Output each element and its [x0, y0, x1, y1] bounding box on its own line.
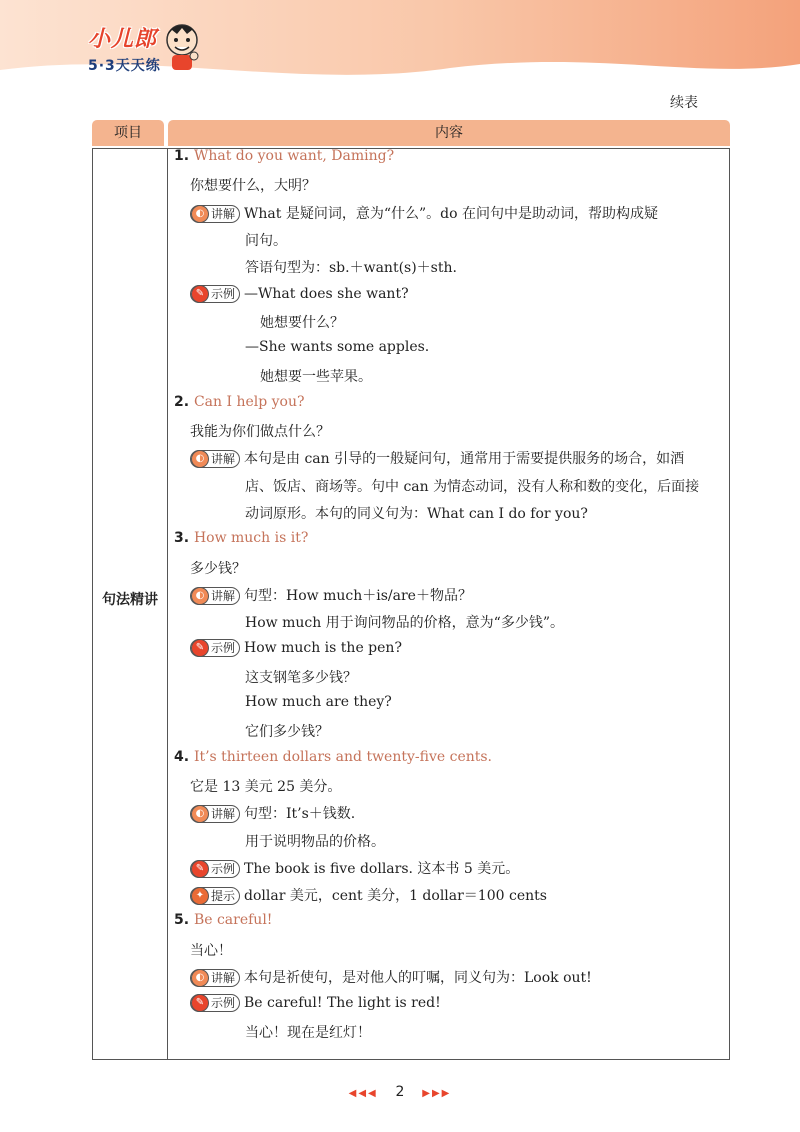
- tag-label: 讲解: [211, 206, 236, 221]
- question-text: It’s thirteen dollars and twenty-five cents.: [193, 748, 493, 765]
- tag-text: 本句是祈使句，是对他人的叮嘱，同义句为：Look out!: [244, 970, 592, 986]
- content-line: 你想要什么，大明？: [190, 178, 316, 195]
- example-icon: ✎: [191, 994, 209, 1012]
- example-tag: [190, 285, 240, 303]
- content-line: 动词原形。本句的同义句为：What can I do for you?: [245, 505, 588, 522]
- next-arrows-icon: ▶▶▶: [422, 1088, 452, 1099]
- tag-text: The book is five dollars. 这本书 5 美元。: [244, 860, 520, 877]
- explain-icon: ◐: [191, 205, 209, 223]
- example-icon: ✎: [191, 639, 209, 657]
- continued-label: 续表: [670, 95, 698, 111]
- question-number: 3.: [174, 530, 194, 547]
- column-header-item: 项目: [92, 120, 164, 146]
- question-text: How much is it?: [193, 530, 309, 547]
- content-line: [190, 639, 402, 657]
- content-line: [190, 448, 684, 468]
- content-line: [190, 858, 519, 878]
- tag-text: What 是疑问词，意为“什么”。do 在问句中是助动词，帮助构成疑: [244, 205, 658, 222]
- row-label: 句法精讲: [102, 592, 158, 608]
- content-line: 答语句型为：sb.＋want(s)＋sth.: [245, 260, 457, 277]
- content-line: [190, 203, 658, 223]
- example-icon: ✎: [191, 860, 209, 878]
- question-line: [174, 912, 272, 928]
- tag-label: 提示: [211, 889, 236, 904]
- explain-icon: ◐: [191, 450, 209, 468]
- page-footer: [0, 1084, 800, 1100]
- tag-label: 示例: [211, 641, 236, 656]
- tag-text: Be careful! The light is red!: [244, 995, 441, 1012]
- content-line: —She wants some apples.: [245, 339, 430, 356]
- explain-icon: ◐: [191, 969, 209, 987]
- tag-label: 示例: [211, 996, 236, 1011]
- tag-text: 本句是由 can 引导的一般疑问句，通常用于需要提供服务的场合，如酒: [244, 451, 685, 468]
- question-line: [174, 530, 308, 546]
- example-tag: [190, 860, 240, 878]
- example-icon: ✎: [191, 285, 209, 303]
- column-header-content: 内容: [168, 120, 730, 146]
- explain-tag: [190, 969, 240, 987]
- content-line: [190, 585, 472, 605]
- page-number: 2: [395, 1084, 405, 1100]
- tag-label: 讲解: [211, 452, 236, 467]
- explain-tag: [190, 205, 240, 223]
- question-line: [174, 394, 305, 410]
- tag-label: 讲解: [211, 807, 236, 822]
- question-text: What do you want, Daming?: [193, 148, 395, 164]
- tag-text: How much is the pen?: [244, 640, 402, 657]
- question-line: [174, 749, 492, 765]
- content-line: 店、饭店、商场等。句中 can 为情态动词，没有人称和数的变化，后面接: [245, 478, 700, 495]
- example-tag: [190, 994, 240, 1012]
- content-line: 它们多少钱？: [245, 724, 329, 741]
- content-line: [190, 994, 441, 1012]
- tip-tag: [190, 887, 240, 905]
- question-number: 2.: [174, 393, 194, 410]
- explain-icon: ◐: [191, 587, 209, 605]
- content-line: How much 用于询问物品的价格，意为“多少钱”。: [245, 615, 564, 632]
- explain-icon: ◐: [191, 805, 209, 823]
- logo-sub-text: 5·3天天练: [88, 58, 161, 74]
- table-header-row: [92, 120, 730, 148]
- tag-label: 示例: [211, 861, 236, 876]
- tag-text: —What does she want?: [244, 285, 409, 302]
- tag-label: 讲解: [211, 588, 236, 603]
- tag-label: 讲解: [211, 971, 236, 985]
- column-divider: [167, 149, 168, 1059]
- content-line: 当心！: [190, 942, 232, 959]
- content-line: 用于说明物品的价格。: [245, 833, 385, 850]
- explain-tag: [190, 450, 240, 468]
- content-line: [190, 967, 592, 987]
- question-text: Can I help you?: [193, 393, 305, 410]
- content-line: 她想要什么？: [260, 314, 344, 331]
- tip-icon: ✦: [191, 887, 209, 905]
- logo-main-text: 小儿郎: [88, 27, 158, 52]
- content-line: How much are they?: [245, 694, 392, 710]
- prev-arrows-icon: ◀◀◀: [348, 1088, 378, 1099]
- example-tag: [190, 639, 240, 657]
- tag-text: 句型：It’s＋钱数.: [244, 806, 356, 823]
- content-line: 当心！现在是红灯！: [245, 1024, 371, 1041]
- content-line: 问句。: [245, 232, 287, 249]
- tag-label: 示例: [211, 286, 236, 301]
- tag-text: 句型：How much＋is/are＋物品？: [244, 587, 472, 604]
- brand-logo: [88, 22, 161, 75]
- content-line: [190, 285, 409, 303]
- question-number: 5.: [174, 912, 194, 929]
- question-text: Be careful!: [193, 912, 273, 929]
- content-line: 我能为你们做点什么？: [190, 424, 330, 440]
- explain-tag: [190, 587, 240, 605]
- question-line: [174, 148, 394, 164]
- content-line: 多少钱？: [190, 560, 246, 577]
- mascot-boy-icon: [162, 20, 202, 72]
- question-number: 1.: [174, 148, 194, 164]
- content-line: 她想要一些苹果。: [260, 369, 372, 386]
- content-line: [190, 803, 355, 823]
- tag-text: dollar 美元，cent 美分，1 dollar＝100 cents: [244, 888, 547, 905]
- explain-tag: [190, 805, 240, 823]
- content-line: 这支钢笔多少钱？: [245, 669, 357, 686]
- content-line: [190, 885, 547, 905]
- question-number: 4.: [174, 748, 194, 765]
- content-line: 它是 13 美元 25 美分。: [190, 778, 342, 795]
